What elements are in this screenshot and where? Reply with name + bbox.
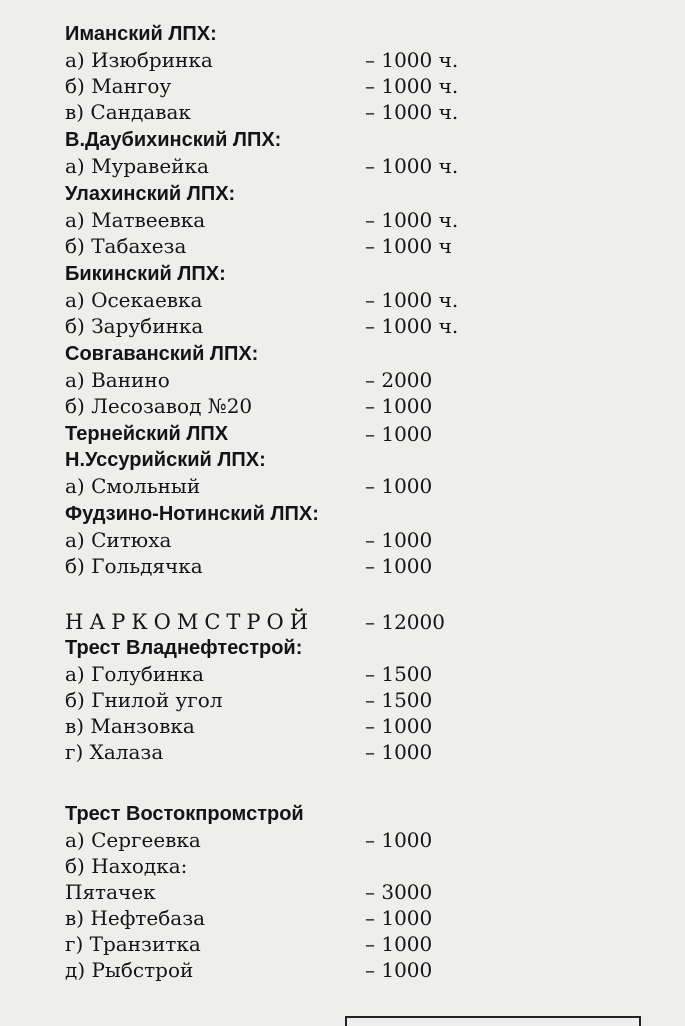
ministry-heading xyxy=(65,608,675,636)
list-item xyxy=(65,930,675,958)
item-label: б) Находка: xyxy=(65,854,188,878)
item-label: Фудзино-Нотинский ЛПХ: xyxy=(65,503,319,525)
item-value: – 1000 xyxy=(365,740,433,764)
list-item xyxy=(65,312,675,340)
item-value: – 1000 ч. xyxy=(365,314,459,338)
item-label: а) Матвеевка xyxy=(65,208,206,232)
list-item xyxy=(65,206,675,234)
section-heading xyxy=(65,20,675,48)
section-heading xyxy=(65,634,675,662)
item-label: б) Лесозавод №20 xyxy=(65,394,253,418)
list-item xyxy=(65,366,675,394)
item-label: д) Рыбстрой xyxy=(65,958,194,982)
item-label: б) Мангоу xyxy=(65,74,172,98)
list-item xyxy=(65,98,675,126)
item-value: – 1000 xyxy=(365,906,433,930)
bottom-rule-tick-left xyxy=(345,1016,347,1026)
item-label: г) Халаза xyxy=(65,740,164,764)
item-label: в) Нефтебаза xyxy=(65,906,206,930)
item-value: – 1000 ч. xyxy=(365,288,459,312)
item-value: – 1000 xyxy=(365,554,433,578)
list-item xyxy=(65,232,675,260)
item-label: Бикинский ЛПХ: xyxy=(65,263,226,285)
list-item xyxy=(65,392,675,420)
item-label: в) Манзовка xyxy=(65,714,195,738)
list-item xyxy=(65,552,675,580)
section-heading xyxy=(65,420,675,448)
item-value: – 1500 xyxy=(365,688,433,712)
item-label: б) Зарубинка xyxy=(65,314,204,338)
list-item xyxy=(65,738,675,766)
item-value: – 1000 xyxy=(365,932,433,956)
item-label: Совгаванский ЛПХ: xyxy=(65,343,259,365)
section-heading xyxy=(65,340,675,368)
section-heading xyxy=(65,800,675,828)
list-item xyxy=(65,712,675,740)
item-value: – 1500 xyxy=(365,662,433,686)
item-value: – 1000 ч. xyxy=(365,154,459,178)
list-item xyxy=(65,472,675,500)
item-label: а) Осекаевка xyxy=(65,288,203,312)
section-heading xyxy=(65,500,675,528)
item-label: а) Ванино xyxy=(65,368,170,392)
list-item xyxy=(65,956,675,984)
list-item xyxy=(65,660,675,688)
item-label: Пятачек xyxy=(65,880,156,904)
list-item xyxy=(65,826,675,854)
section-heading xyxy=(65,260,675,288)
list-item xyxy=(65,72,675,100)
item-label: в) Сандавак xyxy=(65,100,191,124)
list-item xyxy=(65,878,675,906)
list-item xyxy=(65,686,675,714)
item-value: – 1000 xyxy=(365,422,433,446)
item-value: – 1000 ч. xyxy=(365,100,459,124)
item-label: а) Смольный xyxy=(65,474,201,498)
item-value: – 12000 xyxy=(365,610,445,634)
item-label: Улахинский ЛПХ: xyxy=(65,183,236,205)
list-item xyxy=(65,852,675,880)
list-item xyxy=(65,904,675,932)
item-value: – 1000 xyxy=(365,528,433,552)
item-label: а) Изюбринка xyxy=(65,48,213,72)
list-item xyxy=(65,286,675,314)
item-label: Тернейский ЛПХ xyxy=(65,423,229,445)
bottom-rule xyxy=(345,1016,641,1018)
item-label: Трест Владнефтестрой: xyxy=(65,637,303,659)
item-label: а) Муравейка xyxy=(65,154,209,178)
item-label: г) Транзитка xyxy=(65,932,201,956)
item-value: – 1000 xyxy=(365,474,433,498)
item-label: а) Голубинка xyxy=(65,662,204,686)
list-item xyxy=(65,46,675,74)
item-label: а) Ситюха xyxy=(65,528,172,552)
item-value: – 1000 ч xyxy=(365,234,452,258)
item-label: б) Табахеза xyxy=(65,234,187,258)
list-item xyxy=(65,526,675,554)
item-label: б) Гнилой угол xyxy=(65,688,223,712)
item-value: – 1000 xyxy=(365,958,433,982)
item-value: – 1000 ч. xyxy=(365,74,459,98)
item-value: – 1000 xyxy=(365,394,433,418)
item-value: – 1000 xyxy=(365,714,433,738)
item-label: В.Даубихинский ЛПХ: xyxy=(65,129,282,151)
item-label: Иманский ЛПХ: xyxy=(65,23,217,45)
item-label: б) Гольдячка xyxy=(65,554,203,578)
item-value: – 3000 xyxy=(365,880,433,904)
item-label: НАРКОМСТРОЙ xyxy=(65,610,315,634)
item-label: Н.Уссурийский ЛПХ: xyxy=(65,449,266,471)
section-heading xyxy=(65,180,675,208)
item-value: – 1000 xyxy=(365,828,433,852)
section-heading xyxy=(65,126,675,154)
section-heading xyxy=(65,446,675,474)
bottom-rule-tick-right xyxy=(639,1016,641,1026)
item-value: – 1000 ч. xyxy=(365,208,459,232)
item-label: Трест Востокпромстрой xyxy=(65,803,304,825)
list-item xyxy=(65,152,675,180)
item-label: а) Сергеевка xyxy=(65,828,201,852)
item-value: – 2000 xyxy=(365,368,433,392)
item-value: – 1000 ч. xyxy=(365,48,459,72)
